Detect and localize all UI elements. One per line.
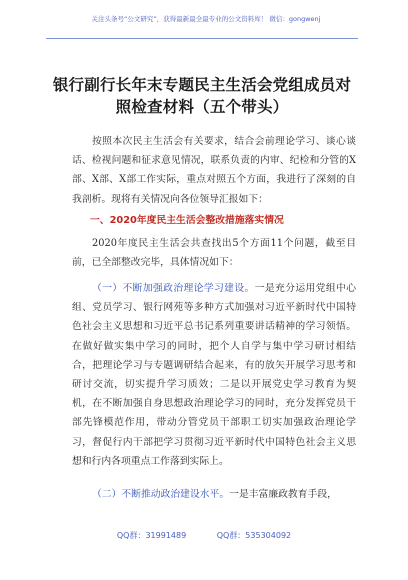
item-1-heading: （一）不断加强政治理论学习建设。	[92, 283, 255, 294]
document-title: 银行副行长年末专题民主生活会党组成员对照检查材料（五个带头）	[52, 75, 352, 116]
header-divider	[46, 38, 358, 39]
item-2-heading: （二）不断推动政治建设水平。	[92, 489, 230, 500]
item-2-paragraph	[72, 485, 356, 504]
top-banner: 关注头条号“公文研究”，获得最新最全最专业的公文资料库！ 微信：gongwenj	[91, 15, 321, 23]
footer	[0, 530, 408, 541]
item-1-body: 一是充分运用党组中心组、党员学习、银行网苑等多种方式加强对习近平新时代中国特色社会主义思想和习近平总书记系列重要讲话精神的学习领悟。在做好做实集中学习的同时，把个人自学与集中学习研讨相结合，把理论学习与专题调研结合起来，有的放矢开展学习思考和研讨交流，切实提升学习质效；二是以开展党史学习教育为契机，在不断加强自身思想政治理论学习的同时，充分发挥党员干部先锋模范作用，带动分管党员干部职工切实加强政治理论学习，督促行内干部把学习贯彻习近平新时代中国特色社会主义思想和行内各项重点工作落到实际上。	[72, 283, 357, 467]
section-heading-1: 一、2020年度民主生活会整改措施落实情况	[90, 215, 284, 226]
intro-paragraph: 按照本次民主生活会有关要求，结合会前理论学习、谈心谈话、检视问题和征求意见情况，联系负责的内审、纪检和分管的X部、X部、X部工作实际，重点对照五个方面，我进行了深刻的自我剖析。现将有关情况向各位领导汇报如下：	[72, 136, 356, 205]
item-2-body: 一是丰富廉政教育手段，	[229, 489, 337, 500]
item-1-paragraph	[72, 279, 356, 471]
section-paragraph: 2020年度民主生活会共查找出5个方面11个问题，截至目前，已全部整改完毕，具体情况如下：	[72, 238, 356, 269]
footer-qq-group-1: QQ群：31991489	[116, 531, 187, 540]
footer-qq-group-2: QQ群：535304092	[216, 531, 292, 540]
